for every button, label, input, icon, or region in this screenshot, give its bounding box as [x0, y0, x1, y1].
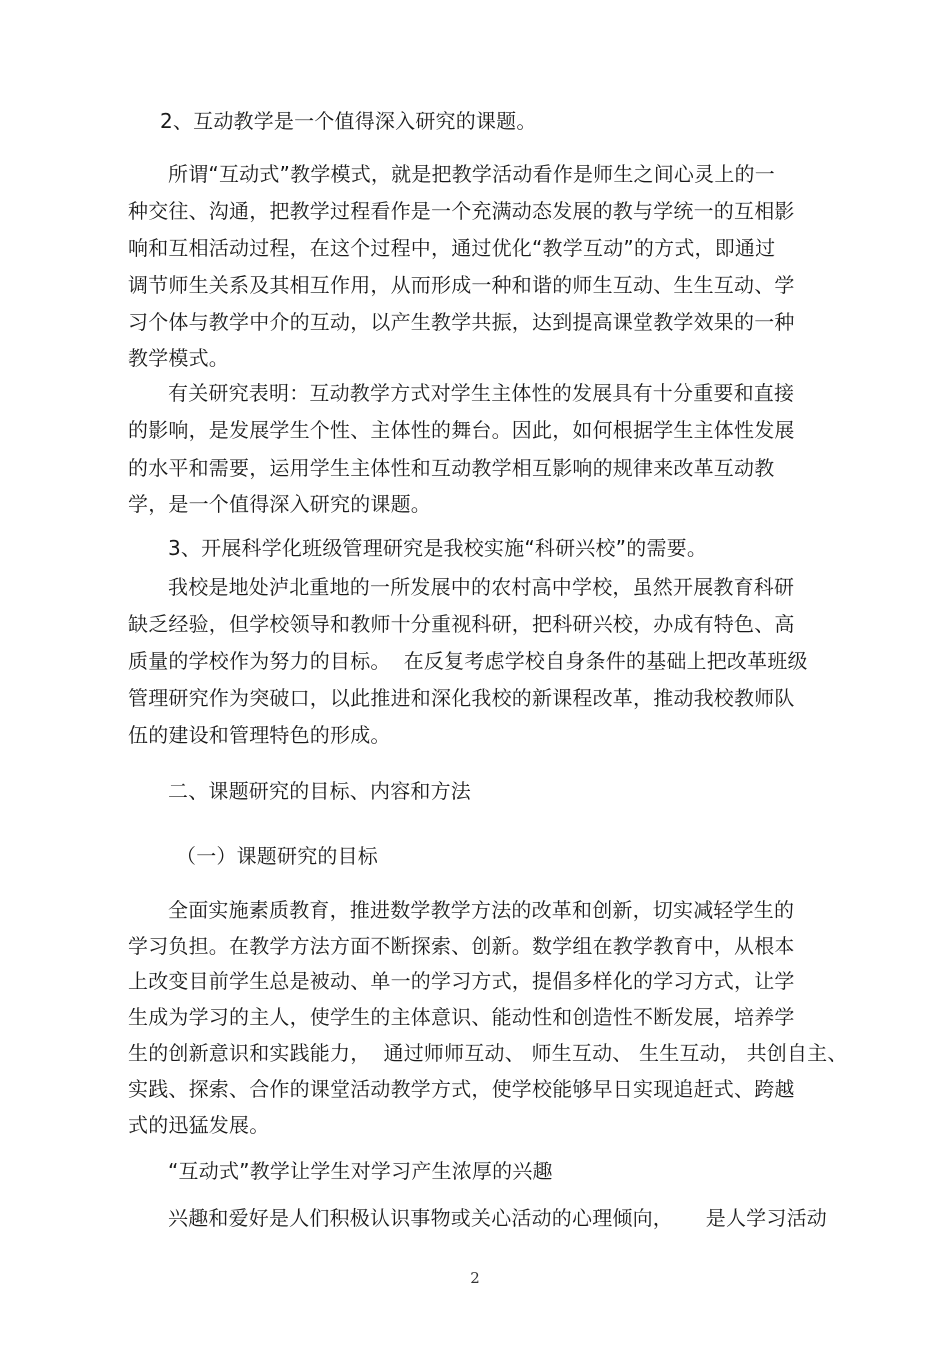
text-line: 所谓“互动式”教学模式，就是把教学活动看作是师生之间心灵上的一: [168, 162, 775, 186]
text-line: 管理研究作为突破口，以此推进和深化我校的新课程改革，推动我校教师队: [128, 686, 795, 710]
text-line: 质量的学校作为努力的目标。 在反复考虑学校自身条件的基础上把改革班级: [128, 649, 808, 673]
text-line: 教学模式。: [128, 346, 229, 370]
text-line: 生成为学习的主人，使学生的主体意识、能动性和创造性不断发展，培养学: [128, 1005, 795, 1029]
page-number: 2: [470, 1269, 480, 1287]
text-line: “互动式”教学让学生对学习产生浓厚的兴趣: [168, 1159, 553, 1183]
text-line: 实践、探索、合作的课堂活动教学方式，使学校能够早日实现追赶式、跨越: [128, 1077, 795, 1101]
text-line: 2、互动教学是一个值得深入研究的课题。: [160, 109, 537, 133]
text-line: 调节师生关系及其相互作用，从而形成一种和谐的师生互动、生生互动、学: [128, 273, 795, 297]
text-line: 有关研究表明：互动教学方式对学生主体性的发展具有十分重要和直接: [168, 381, 795, 405]
text-line: 种交往、沟通，把教学过程看作是一个充满动态发展的教与学统一的互相影: [128, 199, 795, 223]
text-line: 习个体与教学中介的互动，以产生教学共振，达到提高课堂教学效果的一种: [128, 310, 795, 334]
text-line: 的水平和需要，运用学生主体性和互动教学相互影响的规律来改革互动教: [128, 456, 775, 480]
text-line: 上改变目前学生总是被动、单一的学习方式，提倡多样化的学习方式，让学: [128, 969, 795, 993]
text-line: 生的创新意识和实践能力， 通过师师互动、 师生互动、 生生互动， 共创自主、: [128, 1041, 848, 1065]
text-line: 缺乏经验，但学校领导和教师十分重视科研，把科研兴校，办成有特色、高: [128, 612, 795, 636]
section-heading: 二、课题研究的目标、内容和方法: [168, 779, 471, 803]
text-line: 兴趣和爱好是人们积极认识事物或关心活动的心理倾向， 是人学习活动: [168, 1206, 827, 1230]
text-line: 全面实施素质教育，推进数学教学方法的改革和创新，切实减轻学生的: [168, 898, 795, 922]
subsection-heading: （一）课题研究的目标: [176, 844, 378, 868]
text-line: 我校是地处泸北重地的一所发展中的农村高中学校，虽然开展教育科研: [168, 575, 795, 599]
text-line: 学，是一个值得深入研究的课题。: [128, 492, 431, 516]
text-line: 响和互相活动过程，在这个过程中，通过优化“教学互动”的方式，即通过: [128, 236, 776, 260]
text-line: 学习负担。在教学方法方面不断探索、创新。数学组在教学教育中，从根本: [128, 934, 795, 958]
text-line: 式的迅猛发展。: [128, 1113, 270, 1137]
text-line: 3、开展科学化班级管理研究是我校实施“科研兴校”的需要。: [168, 536, 708, 560]
text-line: 伍的建设和管理特色的形成。: [128, 723, 391, 747]
text-line: 的影响，是发展学生个性、主体性的舞台。因此，如何根据学生主体性发展: [128, 418, 795, 442]
